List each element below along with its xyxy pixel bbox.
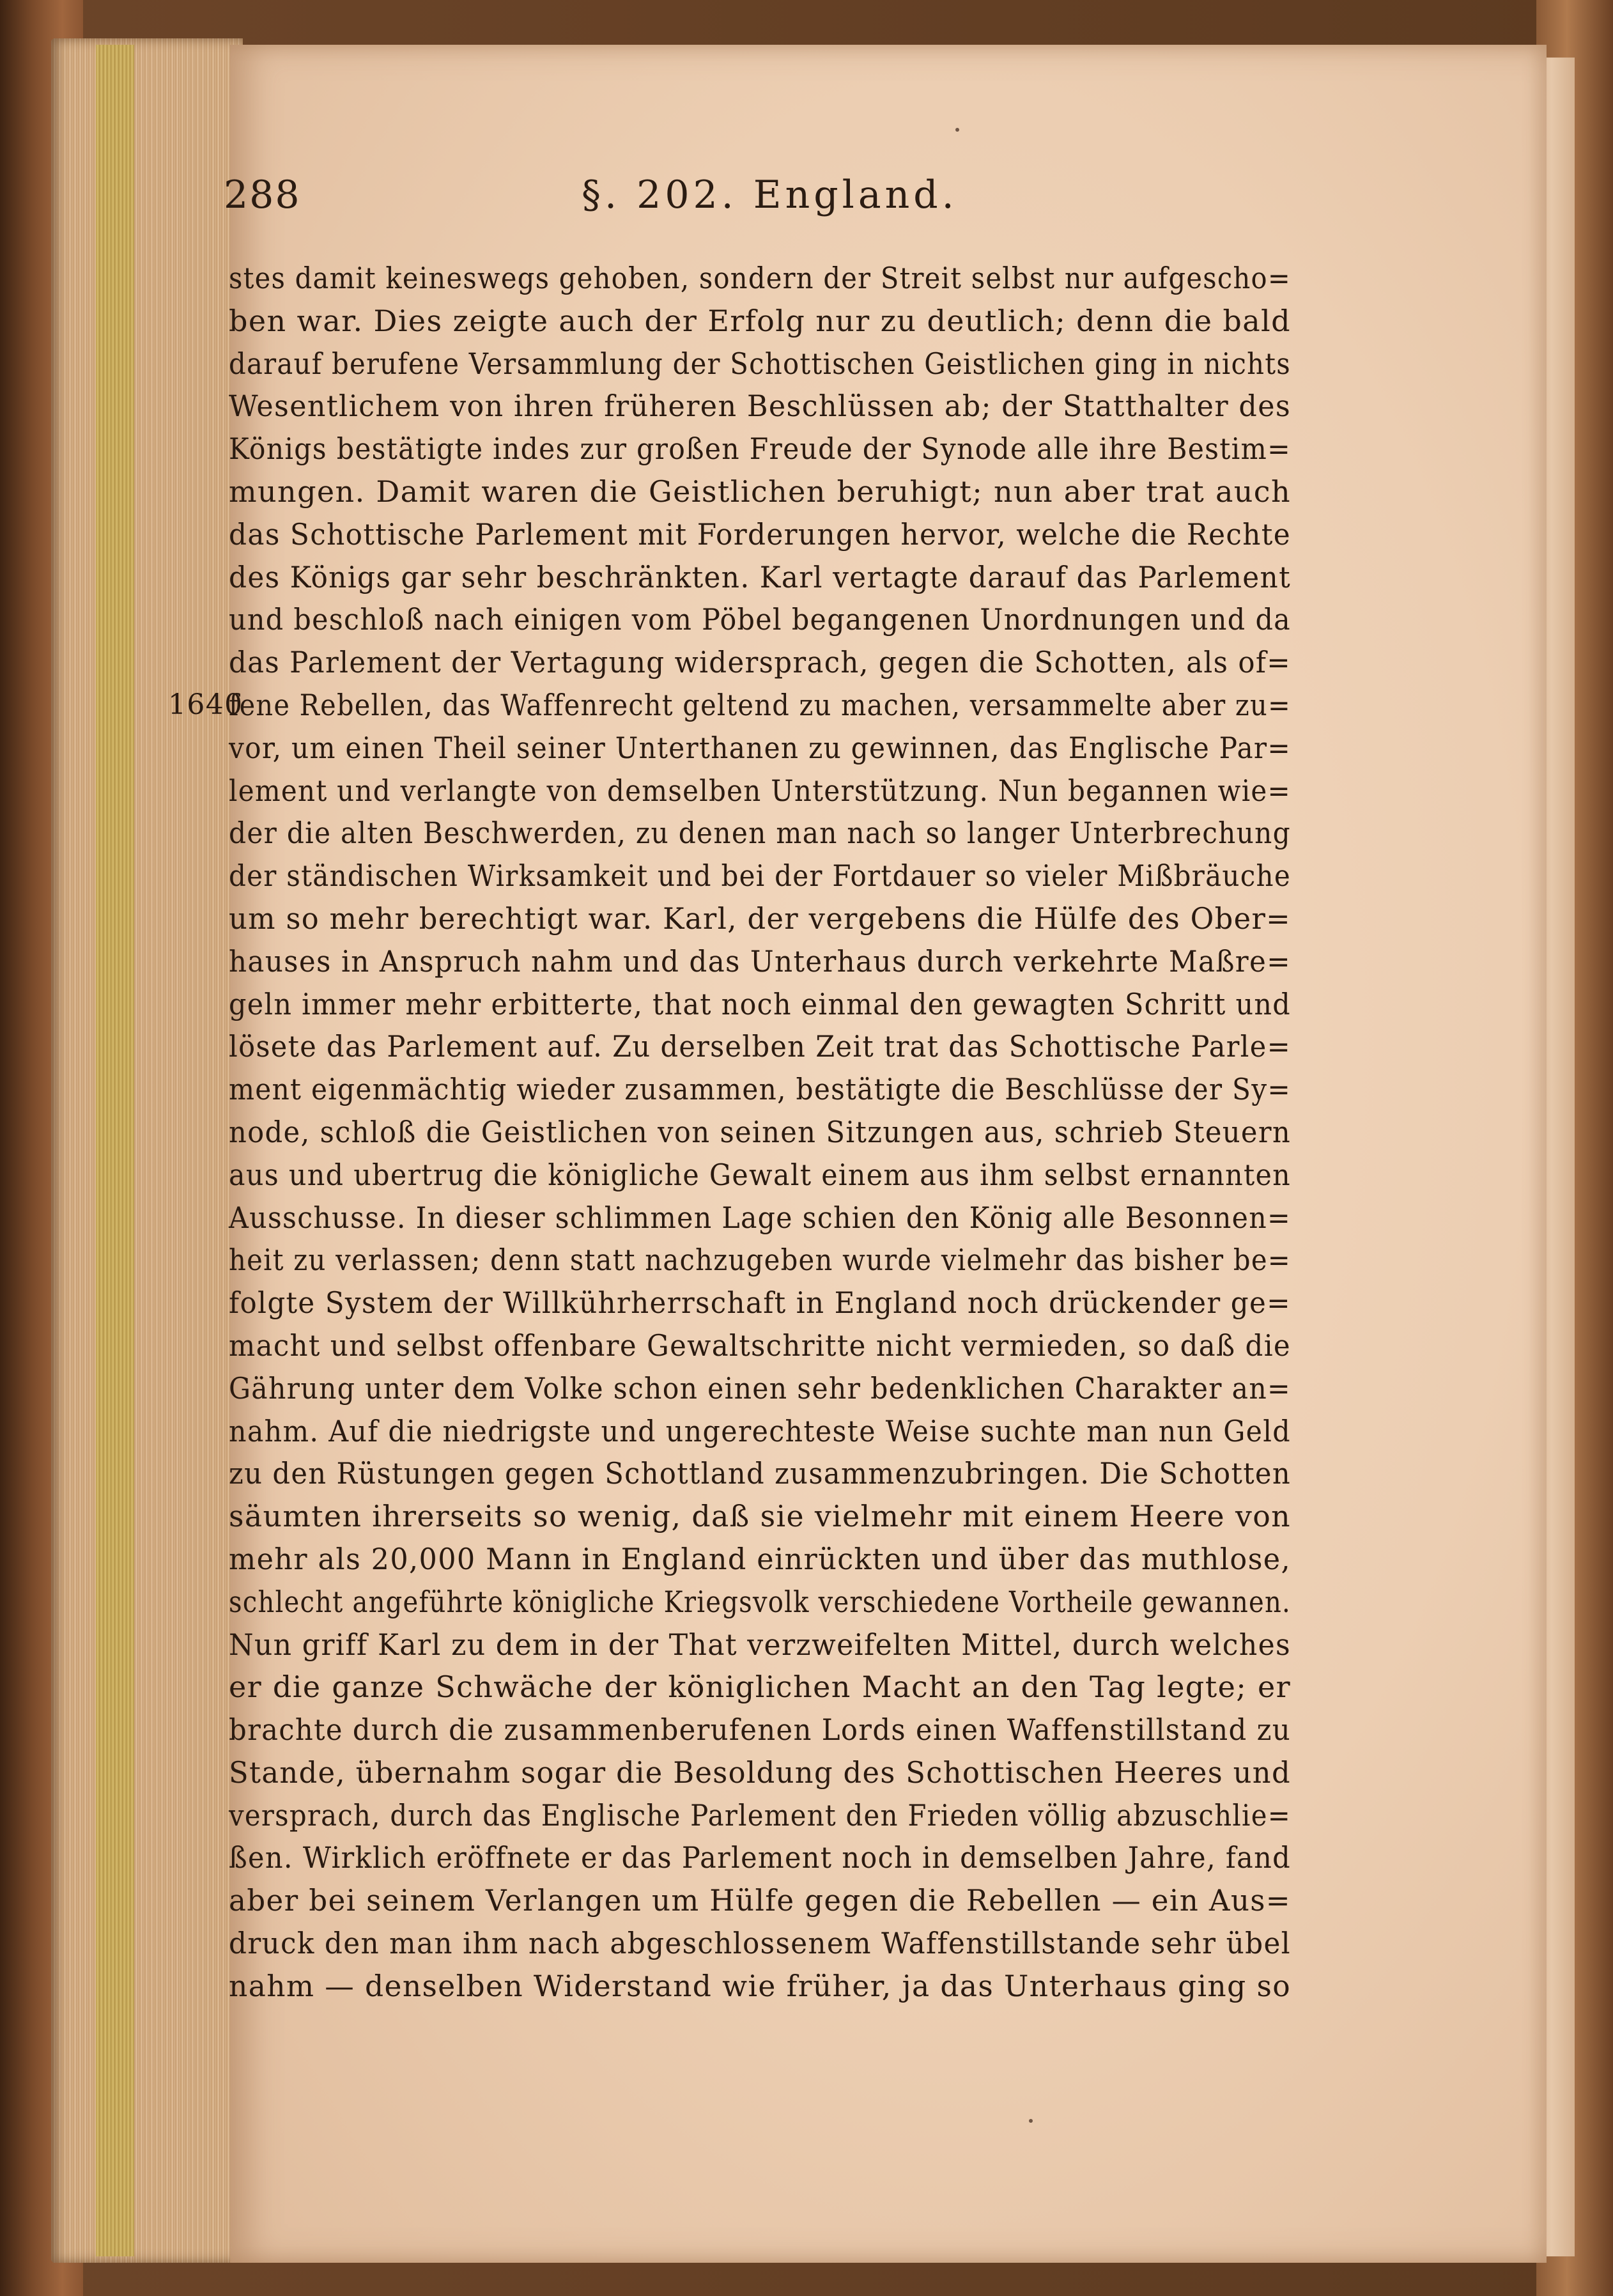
line-text: zu den Rüstungen gegen Schottland zusammenzubringen. Die Schotten — [229, 1456, 1291, 1491]
ink-speck — [955, 128, 959, 132]
text-line — [229, 470, 1520, 513]
text-line — [229, 641, 1520, 684]
text-line — [229, 1538, 1520, 1581]
line-text: Königs bestätigte indes zur großen Freude der Synode alle ihre Bestim= — [229, 431, 1291, 467]
line-text: und beschloß nach einigen vom Pöbel begangenen Unordnungen und da — [229, 602, 1291, 637]
text-line — [229, 1239, 1520, 1282]
line-text: aber bei seinem Verlangen um Hülfe gegen die Rebellen — ein Aus= — [229, 1883, 1291, 1918]
running-head: §. 202. England. — [582, 173, 958, 217]
line-text: er die ganze Schwäche der königlichen Macht an den Tag legte; er — [229, 1670, 1291, 1705]
text-line — [229, 556, 1520, 599]
page-number: 288 — [224, 173, 301, 217]
text-line — [229, 257, 1520, 300]
line-text: Stande, übernahm sogar die Besoldung des Schottischen Heeres und — [229, 1755, 1291, 1790]
text-line — [229, 1965, 1520, 2008]
line-text: mehr als 20,000 Mann in England einrückten und über das muthlose, — [229, 1541, 1291, 1576]
line-text: ben war. Dies zeigte auch der Erfolg nur zu deutlich; denn die bald — [229, 303, 1291, 338]
text-line — [229, 1836, 1520, 1879]
text-line — [229, 1324, 1520, 1367]
line-text: ßen. Wirklich eröffnete er das Parlement noch in demselben Jahre, fand — [229, 1840, 1291, 1875]
text-line — [229, 1879, 1520, 1922]
line-text: um so mehr berechtigt war. Karl, der vergebens die Hülfe des Ober= — [229, 901, 1291, 936]
text-line — [229, 1794, 1520, 1837]
text-line — [229, 1495, 1520, 1538]
body-text — [168, 257, 1520, 2008]
line-text: brachte durch die zusammenberufenen Lords einen Waffenstillstand zu — [229, 1712, 1291, 1748]
text-line — [229, 812, 1520, 855]
line-text: vor, um einen Theil seiner Unterthanen zu gewinnen, das Englische Par= — [229, 730, 1291, 765]
margin-year: 1640 — [168, 688, 243, 721]
text-line — [229, 1367, 1520, 1410]
text-line — [229, 343, 1520, 385]
page-stack-edge — [51, 38, 243, 2263]
text-line — [229, 385, 1520, 428]
line-text: stes damit keineswegs gehoben, sondern der Streit selbst nur aufgescho= — [229, 261, 1291, 295]
line-text: fene Rebellen, das Waffenrecht geltend zu machen, versammelte aber zu= — [229, 687, 1291, 722]
line-text: ment eigenmächtig wieder zusammen, bestätigte die Beschlüsse der Sy= — [229, 1072, 1291, 1107]
text-line — [229, 855, 1520, 897]
line-text: lösete das Parlement auf. Zu derselben Zeit trat das Schottische Parle= — [229, 1029, 1291, 1064]
text-line — [229, 1068, 1520, 1111]
gilt-page-edge — [96, 45, 134, 2256]
text-line — [229, 1581, 1520, 1624]
text-line — [229, 1197, 1520, 1239]
line-text: darauf berufene Versammlung der Schottischen Geistlichen ging in nichts — [229, 346, 1291, 381]
text-line — [229, 770, 1520, 812]
line-text: node, schloß die Geistlichen von seinen Sitzungen aus, schrieb Steuern — [229, 1114, 1291, 1149]
line-text: Ausschusse. In dieser schlimmen Lage schien den König alle Besonnen= — [229, 1200, 1291, 1235]
line-text: hauses in Anspruch nahm und das Unterhaus durch verkehrte Maßre= — [229, 943, 1291, 979]
text-line — [229, 1751, 1520, 1794]
text-line — [229, 983, 1520, 1026]
line-text: das Parlement der Vertagung widersprach, gegen die Schotten, als of= — [229, 645, 1291, 680]
line-text: aus und ubertrug die königliche Gewalt einem aus ihm selbst ernannten — [229, 1157, 1291, 1192]
line-text: schlecht angeführte königliche Kriegsvolk verschiedene Vortheile gewannen. — [229, 1584, 1291, 1619]
text-line — [229, 1666, 1520, 1709]
line-text: der ständischen Wirksamkeit und bei der Fortdauer so vieler Mißbräuche — [229, 858, 1291, 894]
text-line — [229, 1709, 1520, 1751]
line-text: säumten ihrerseits so wenig, daß sie vielmehr mit einem Heere von — [229, 1499, 1291, 1534]
text-line — [229, 1410, 1520, 1453]
text-line — [168, 684, 1520, 727]
ink-speck — [1029, 2119, 1033, 2123]
text-line — [229, 1624, 1520, 1666]
line-text: Gährung unter dem Volke schon einen sehr bedenklichen Charakter an= — [229, 1370, 1291, 1406]
text-line — [229, 940, 1520, 983]
text-line — [229, 428, 1520, 470]
text-line — [229, 1111, 1520, 1154]
text-line — [229, 727, 1520, 770]
text-line — [229, 1452, 1520, 1495]
text-line — [229, 1282, 1520, 1324]
page-header — [224, 153, 1285, 230]
line-text: mungen. Damit waren die Geistlichen beruhigt; nun aber trat auch — [229, 474, 1291, 509]
line-text: des Königs gar sehr beschränkten. Karl vertagte darauf das Parlement — [229, 559, 1291, 594]
text-line — [229, 1922, 1520, 1965]
text-line — [229, 300, 1520, 343]
line-text: druck den man ihm nach abgeschlossenem Waffenstillstande sehr übel — [229, 1926, 1291, 1961]
line-text: Wesentlichem von ihren früheren Beschlüssen ab; der Statthalter des — [229, 389, 1291, 424]
line-text: lement und verlangte von demselben Unterstützung. Nun begannen wie= — [229, 773, 1291, 808]
line-text: der die alten Beschwerden, zu denen man nach so langer Unterbrechung — [229, 816, 1291, 851]
text-line — [229, 1154, 1520, 1197]
line-text: das Schottische Parlement mit Forderungen hervor, welche die Rechte — [229, 516, 1291, 552]
line-text: versprach, durch das Englische Parlement den Frieden völlig abzuschlie= — [229, 1797, 1291, 1833]
text-line — [229, 1025, 1520, 1068]
line-text: folgte System der Willkührherrschaft in England noch drückender ge= — [229, 1285, 1291, 1321]
line-text: geln immer mehr erbitterte, that noch einmal den gewagten Schritt und — [229, 986, 1291, 1021]
line-text: macht und selbst offenbare Gewaltschritte nicht vermieden, so daß die — [229, 1328, 1291, 1363]
line-text: nahm — denselben Widerstand wie früher, ja das Unterhaus ging so — [229, 1968, 1291, 2003]
line-text: nahm. Auf die niedrigste und ungerechteste Weise suchte man nun Geld — [229, 1413, 1291, 1448]
line-text: Nun griff Karl zu dem in der That verzweifelten Mittel, durch welches — [229, 1627, 1291, 1662]
text-line — [229, 897, 1520, 940]
line-text: heit zu verlassen; denn statt nachzugeben wurde vielmehr das bisher be= — [229, 1243, 1291, 1278]
text-line — [229, 513, 1520, 556]
text-line — [229, 598, 1520, 641]
